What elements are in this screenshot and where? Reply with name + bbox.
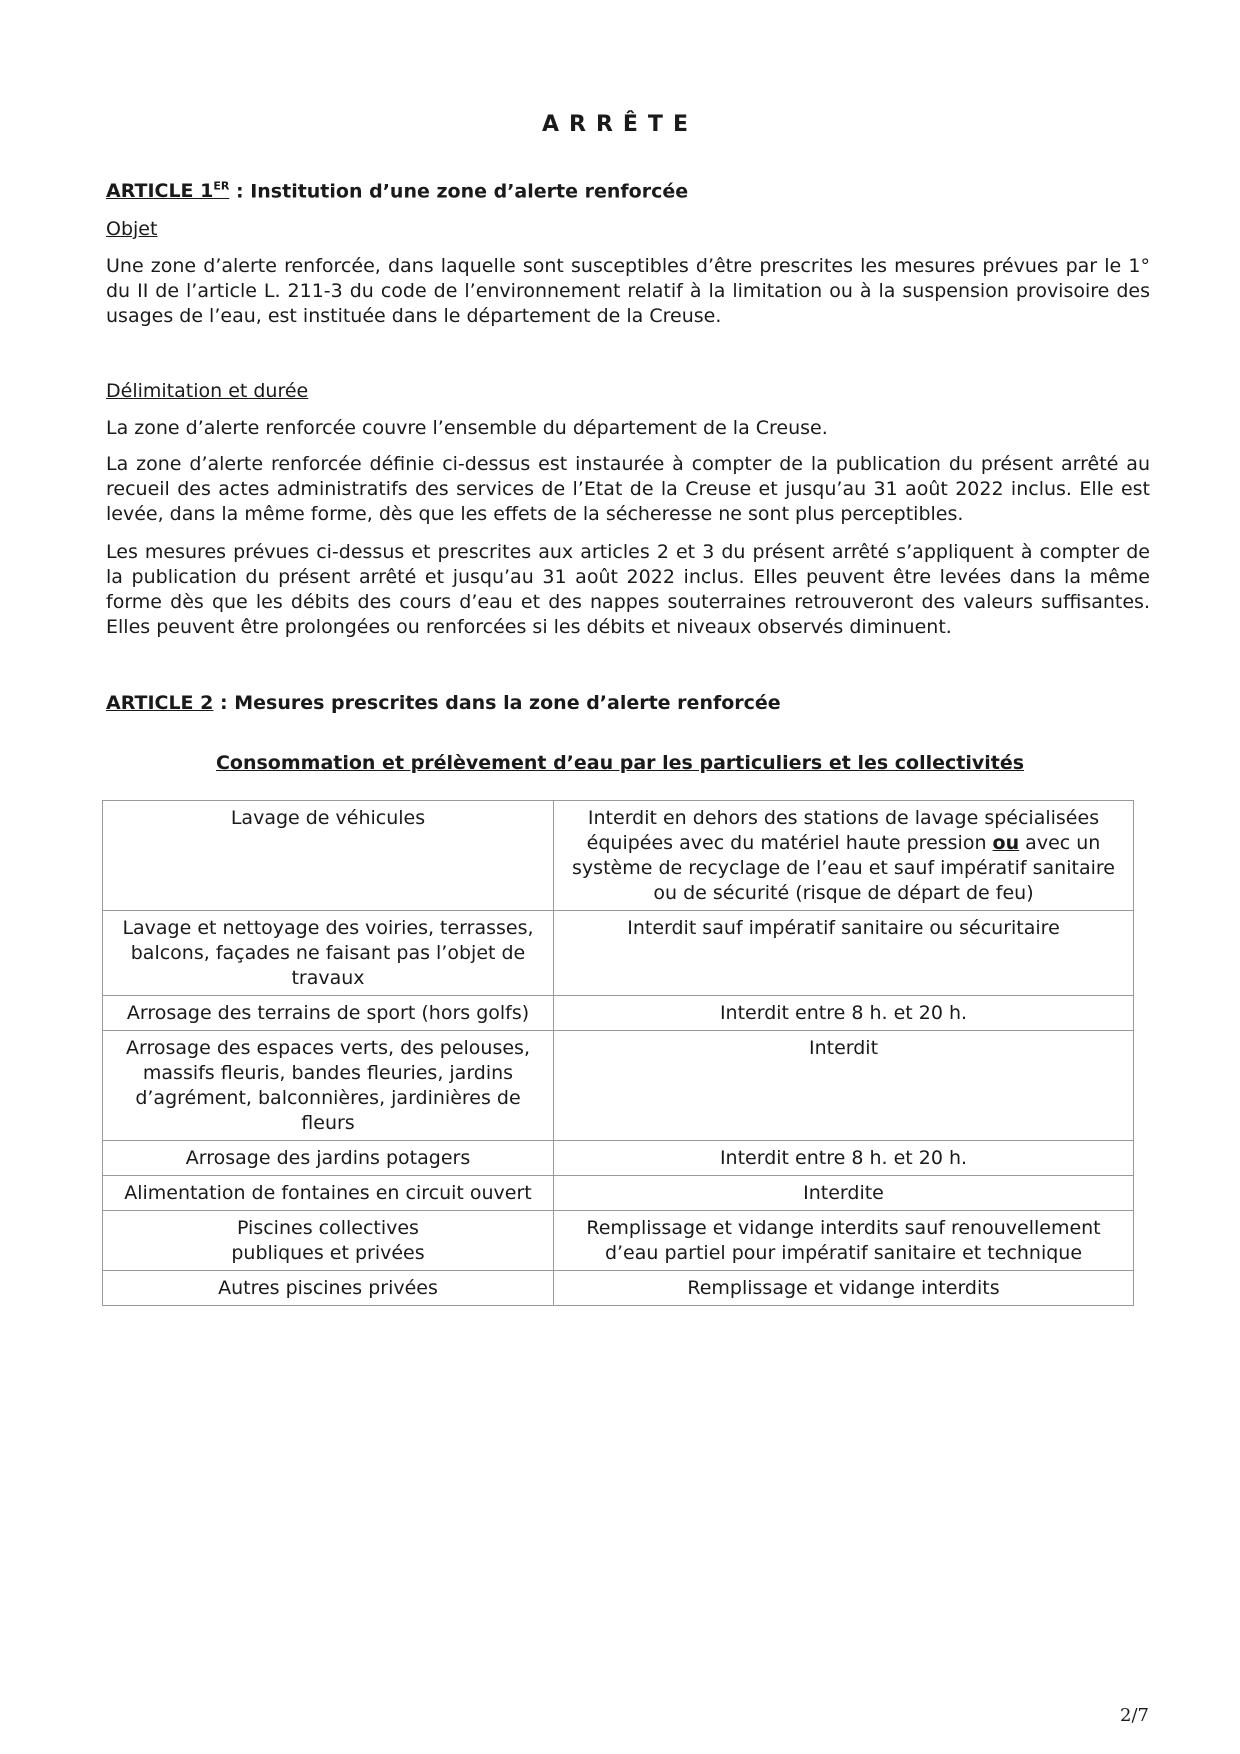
article-1-label: ARTICLE 1ER: [106, 180, 230, 203]
rule-cell: Interdit sauf impératif sanitaire ou sécuritaire: [554, 911, 1134, 996]
table-caption: Consommation et prélèvement d’eau par les particuliers et les collectivités: [215, 752, 1025, 774]
document-title: ARRÊTE: [542, 112, 698, 137]
rule-cell: Remplissage et vidange interdits sauf renouvellement d’eau partiel pour impératif sanitaire et technique: [554, 1211, 1134, 1271]
article-1-heading: [106, 180, 688, 202]
delimitation-paragraph-2: La zone d’alerte renforcée définie ci-dessus est instaurée à compter de la publication du présent arrêté au recueil des actes administratifs des services de l’Etat de la Creuse et jusqu’au 31 août 2022 inclus. Elle est levée, dans la même forme, dès que les effets de la sécheresse ne sont plus perceptibles.: [106, 453, 1150, 525]
objet-paragraph: Une zone d’alerte renforcée, dans laquelle sont susceptibles d’être prescrites les mesures prévues par le 1° du II de l’article L. 211-3 du code de l’environnement relatif à la limitation ou à la suspension provisoire des usages de l’eau, est instituée dans le département de la Creuse.: [106, 255, 1150, 327]
delimitation-subheading: Délimitation et durée: [106, 380, 309, 402]
table-row: [103, 1176, 1134, 1211]
usage-cell: Piscines collectives publiques et privées: [103, 1211, 554, 1271]
table-row: [103, 801, 1134, 911]
article-2-label: ARTICLE 2: [106, 692, 214, 714]
usage-cell: Arrosage des espaces verts, des pelouses, massifs fleuris, bandes fleuries, jardins d’agrément, balconnières, jardinières de fleurs: [103, 1031, 554, 1141]
usage-cell: Arrosage des terrains de sport (hors golfs): [103, 996, 554, 1031]
rule-cell: Remplissage et vidange interdits: [554, 1271, 1134, 1306]
article-1-title: : Institution d’une zone d’alerte renforcée: [229, 180, 689, 203]
rule-cell: Interdit en dehors des stations de lavage spécialisées équipées avec du matériel haute pression ou avec un système de recyclage de l’eau et sauf impératif sanitaire ou de sécurité (risque de départ de feu): [554, 801, 1134, 911]
article-2-heading: [106, 692, 781, 714]
water-restrictions-table: [102, 800, 1134, 1306]
usage-cell: Lavage de véhicules: [103, 801, 554, 911]
table-row: [103, 996, 1134, 1031]
table-row: [103, 1211, 1134, 1271]
rule-cell: Interdit: [554, 1031, 1134, 1141]
rule-cell: Interdit entre 8 h. et 20 h.: [554, 996, 1134, 1031]
rule-cell: Interdit entre 8 h. et 20 h.: [554, 1141, 1134, 1176]
rule-cell: Interdite: [554, 1176, 1134, 1211]
page-number: 2/7: [1120, 1705, 1149, 1726]
usage-cell: Alimentation de fontaines en circuit ouvert: [103, 1176, 554, 1211]
usage-cell: Arrosage des jardins potagers: [103, 1141, 554, 1176]
table-row: [103, 1271, 1134, 1306]
article-2-title: : Mesures prescrites dans la zone d’alerte renforcée: [213, 692, 781, 714]
table-row: [103, 1141, 1134, 1176]
table-row: [103, 1031, 1134, 1141]
usage-cell: Autres piscines privées: [103, 1271, 554, 1306]
usage-cell: Lavage et nettoyage des voiries, terrasses, balcons, façades ne faisant pas l’objet de travaux: [103, 911, 554, 996]
table-row: [103, 911, 1134, 996]
delimitation-paragraph-3: Les mesures prévues ci-dessus et prescrites aux articles 2 et 3 du présent arrêté s’appliquent à compter de la publication du présent arrêté et jusqu’au 31 août 2022 inclus. Elles peuvent être levées dans la même forme dès que les débits des cours d’eau et des nappes souterraines retrouveront des valeurs suffisantes. Elles peuvent être prolongées ou renforcées si les débits et niveaux observés diminuent.: [106, 541, 1150, 638]
delimitation-paragraph-1: La zone d’alerte renforcée couvre l’ensemble du département de la Creuse.: [106, 417, 828, 439]
objet-subheading: Objet: [106, 218, 158, 240]
emphasis-ou: ou: [992, 832, 1020, 854]
